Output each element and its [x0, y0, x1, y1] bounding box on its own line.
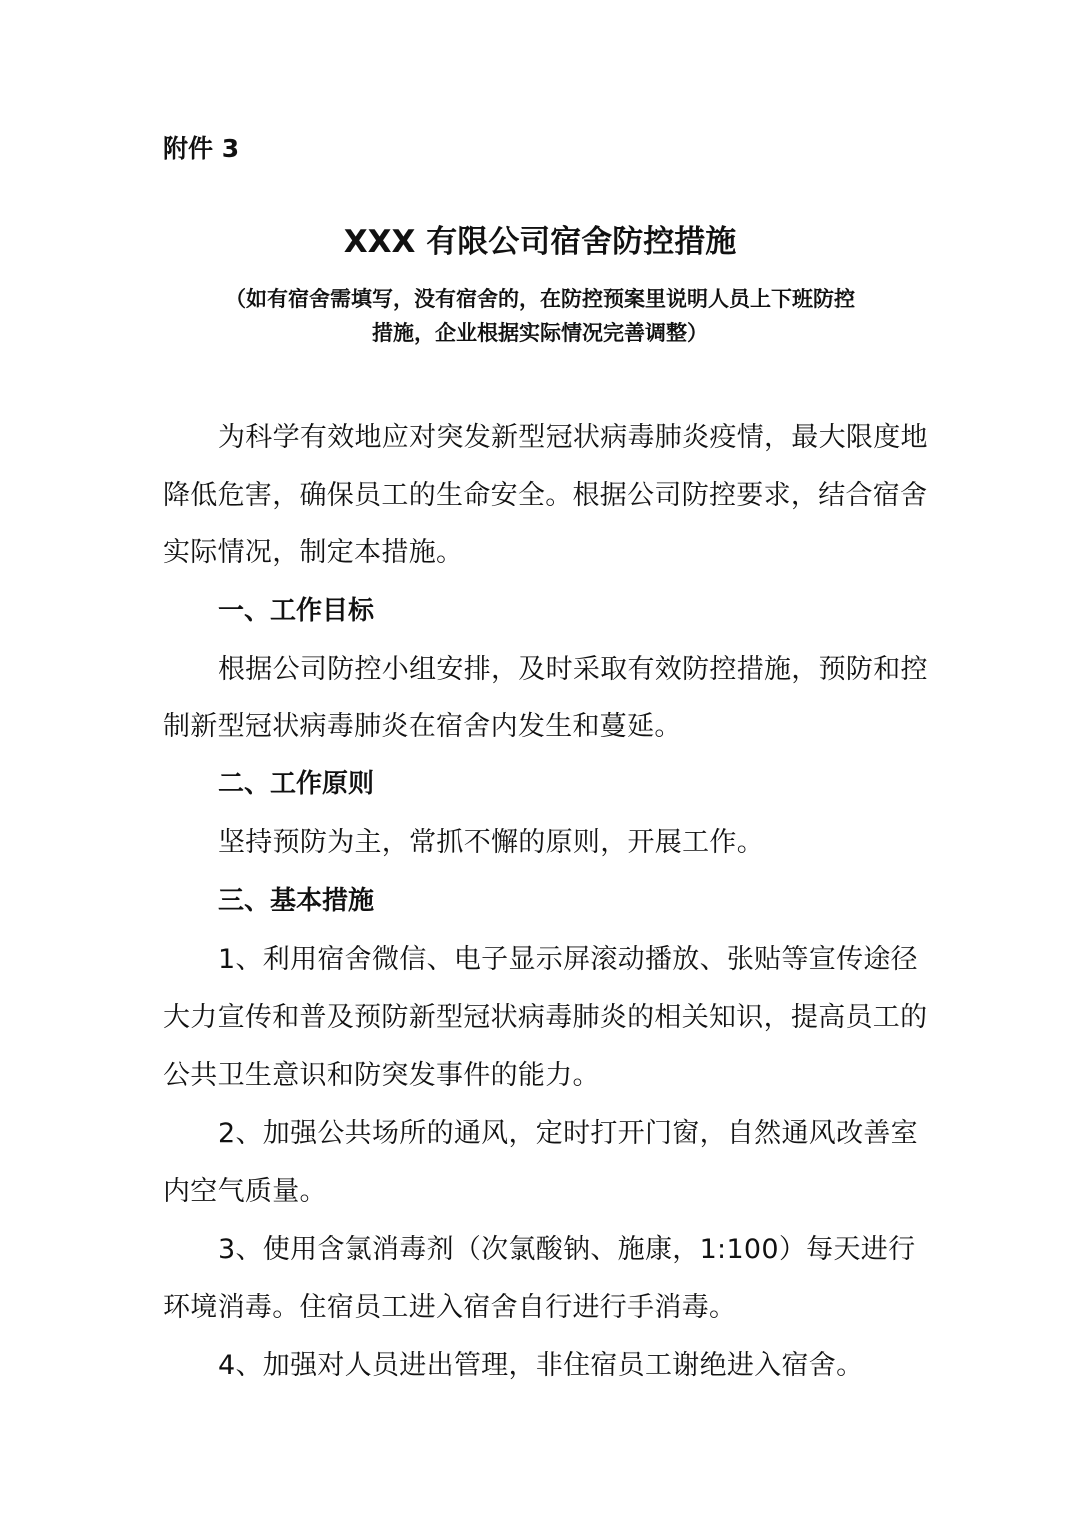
- section-goals-line: 根据公司防控小组安排，及时采取有效防控措施，预防和控: [218, 654, 928, 685]
- measure-item-1-line: 1、利用宿舍微信、电子显示屏滚动播放、张贴等宣传途径: [218, 944, 918, 975]
- measure-item-3-line: 环境消毒。住宿员工进入宿舍自行进行手消毒。: [163, 1292, 737, 1323]
- subtitle-line: 措施，企业根据实际情况完善调整）: [372, 321, 708, 345]
- document-subtitle-note: [163, 282, 917, 350]
- section-goals-line: 制新型冠状病毒肺炎在宿舍内发生和蔓延。: [163, 711, 682, 742]
- measure-item-1-line: 大力宣传和普及预防新型冠状病毒肺炎的相关知识，提高员工的: [163, 1002, 928, 1033]
- section-heading-measures: 三、基本措施: [218, 886, 375, 916]
- document-title: XXX 有限公司宿舍防控措施: [343, 224, 737, 260]
- subtitle-line: （如有宿舍需填写，没有宿舍的，在防控预案里说明人员上下班防控: [225, 287, 855, 311]
- intro-line: 为科学有效地应对突发新型冠状病毒肺炎疫情，最大限度地: [218, 422, 928, 453]
- section-heading-principles: 二、工作原则: [218, 769, 375, 799]
- measure-item-2-line: 2、加强公共场所的通风，定时打开门窗，自然通风改善室: [218, 1118, 918, 1149]
- section-principles-line: 坚持预防为主，常抓不懈的原则，开展工作。: [218, 827, 764, 858]
- attachment-label: 附件 3: [163, 134, 240, 163]
- measure-item-3-line: 3、使用含氯消毒剂（次氯酸钠、施康，1:100）每天进行: [218, 1234, 916, 1265]
- measure-item-1-line: 公共卫生意识和防突发事件的能力。: [163, 1060, 600, 1091]
- measure-item-2-line: 内空气质量。: [163, 1176, 327, 1207]
- section-heading-goals: 一、工作目标: [218, 596, 375, 626]
- intro-line: 降低危害，确保员工的生命安全。根据公司防控要求，结合宿舍: [163, 480, 928, 511]
- measure-item-4-line: 4、加强对人员进出管理，非住宿员工谢绝进入宿舍。: [218, 1350, 864, 1381]
- intro-line: 实际情况，制定本措施。: [163, 537, 464, 568]
